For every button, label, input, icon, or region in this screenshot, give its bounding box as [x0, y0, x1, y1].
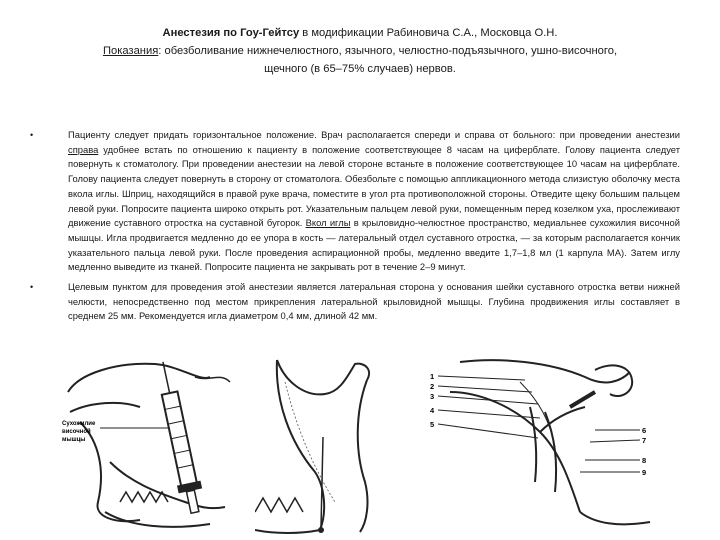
label-7: 7: [642, 436, 647, 445]
figures-row: [0, 352, 720, 540]
figure-ramus-needle-drawing: [255, 352, 425, 540]
label-9: 9: [642, 468, 647, 477]
procedure-text-3: в крыловидно-челюстное пространство, медиальнее сухожилия височной мышцы. Игла продвигается медленно до ее упора в кость — латеральный отдел суставного отростка, — за которым располагается кончик указательного пальца левой руки. После проведения аспирационной пробы, медленно введите 1,7–1,8 мл (1 карпула МА). Затем иглу медленно выведите из тканей. Попросите пациента не закрывать рот в течение 2–9 минут.: [68, 217, 681, 273]
callout-tendon-2: височной: [62, 429, 91, 435]
label-8: 8: [642, 456, 647, 465]
target-text: Целевым пунктом для проведения этой анестезии является латеральная сторона у основания шейки суставного отростка ветви нижней челюсти, непосредственно под местом прикрепления латеральной крыловидной мышцы. Глубина продвижения иглы составляет в среднем 25 мм. Рекомендуется игла диаметром 0,4 мм, длиной 42 мм.: [68, 281, 680, 322]
figure-labeled-anatomy: [420, 352, 660, 540]
title-line: [40, 24, 680, 42]
label-1: 1: [430, 372, 435, 381]
label-6: 6: [642, 426, 647, 435]
indications-text: : обезболивание нижнечелюстного, язычного, челюстно-подъязычного, ушно-височного,: [158, 45, 618, 57]
figure-ramus-needle: [255, 352, 425, 540]
label-4: 4: [430, 406, 435, 415]
procedure-text-2: удобнее встать по отношению к пациенту в положение соответствующее 8 часам на циферблате. Голову пациента следует повернуть к стоматологу. При проведении анестезии на левой стороне встаньте в положение соответствующее 10 часам на циферблате. Голову пациента следует повернуть в сторону от стоматолога. Обезбольте с помощью аппликационного метода слизистую оболочку места вкола иглы. Шприц, находящийся в правой руке врача, поместите в угол рта противоположной стороны. Отведите щеку большим пальцем левой руки. Попросите пациента широко открыть рот. Указательным пальцем левой руки, помещенным перед козелком уха, прослеживают движение суставного отростка на суставной бугорок.: [68, 143, 680, 229]
callout-tendon-3: мышцы: [62, 437, 86, 443]
indications-line-2: щечного (в 65–75% случаев) нервов.: [264, 63, 456, 75]
callout-tendon-1: Сухожилие: [62, 421, 96, 427]
procedure-underlined-injection: Вкол иглы: [305, 217, 351, 229]
title-rest: в модификации Рабиновича С.А., Московца О.Н.: [299, 27, 558, 39]
procedure-text-1: Пациенту следует придать горизонтальное положение. Врач располагается спереди и справа от больного: при проведении анестезии: [68, 129, 680, 140]
title-bold: Анестезия по Гоу-Гейтсу: [162, 27, 300, 39]
label-2: 2: [430, 382, 435, 391]
figure-labeled-anatomy-drawing: [420, 352, 660, 540]
indications-label: Показания: [102, 45, 159, 57]
bullet-marker: •: [30, 130, 34, 140]
label-5: 5: [430, 420, 435, 429]
bullet-item-target: [30, 280, 680, 324]
figure-syringe-mandible: [60, 352, 250, 540]
procedure-underlined-right: справа: [68, 143, 99, 155]
slide-header: [40, 24, 680, 78]
label-3: 3: [430, 392, 435, 401]
indications-line: [40, 42, 680, 60]
bullet-marker: •: [30, 282, 34, 293]
bullet-list: [30, 128, 680, 329]
figure-syringe-mandible-drawing: [60, 352, 250, 540]
bullet-item-procedure: [30, 128, 680, 275]
